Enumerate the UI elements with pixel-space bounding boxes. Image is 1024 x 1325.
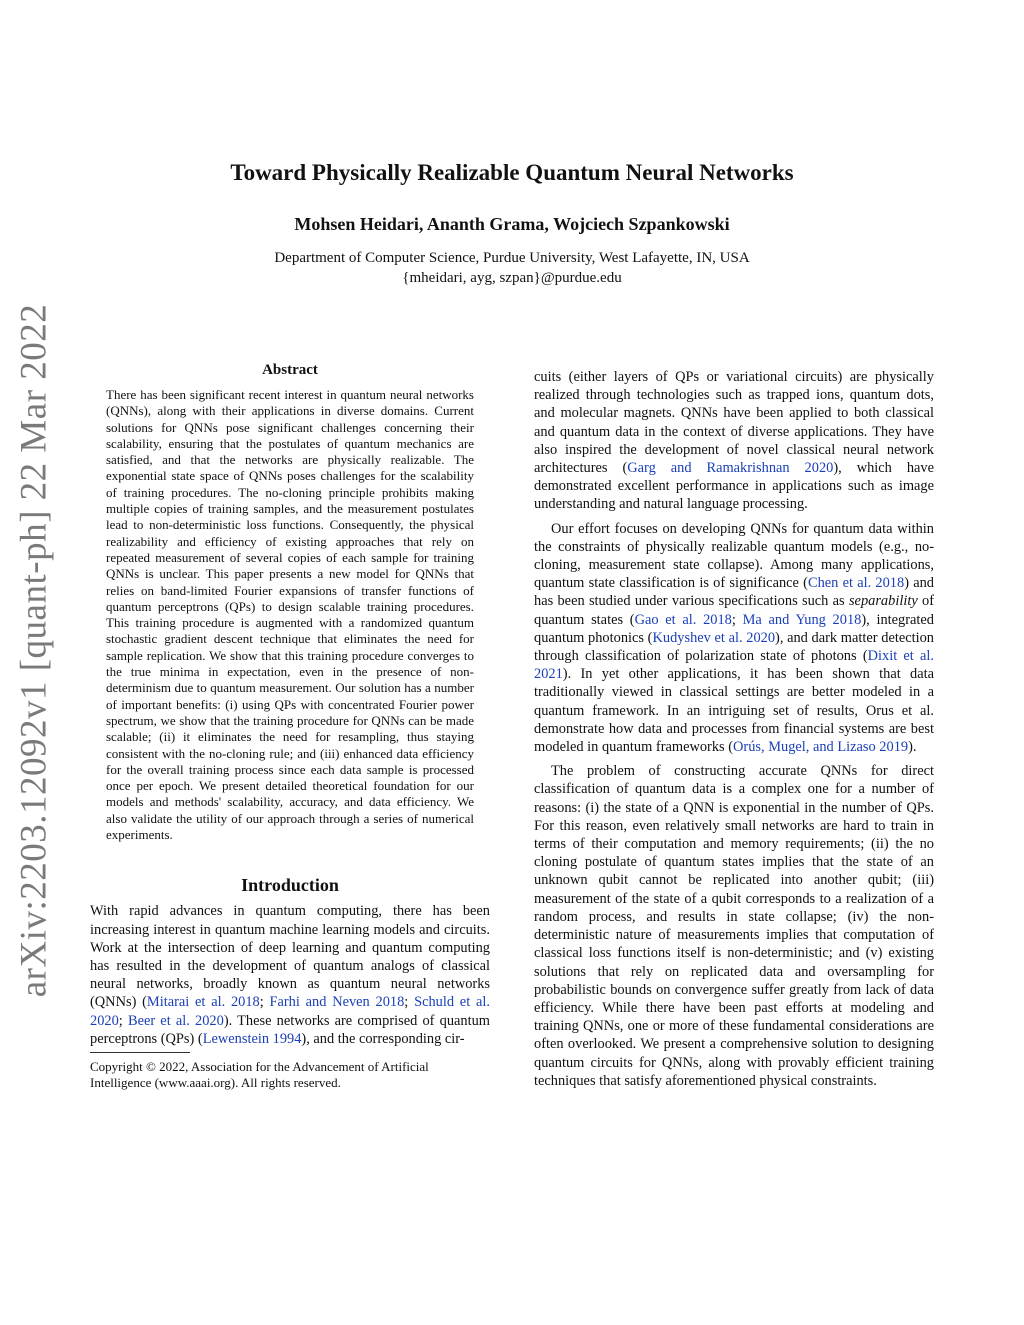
body-paragraph: Our effort focuses on developing QNNs for quantum data within the constraints of physically realizable quantum models (e.g., no-cloning, measurement state collapse). Among many applications, quantum state classification is of significance (Chen et al. 2018) and has been studied under various specifications such as separability of quantum states (Gao et al. 2018; Ma and Yung 2018), integrated quantum photonics (Kudyshev et al. 2020), and dark matter detection through classification of polarization state of photons (Dixit et al. 2021). In yet other applications, it has been shown that data traditionally viewed in classical settings are better modeled in a quantum framework. In an intriguing set of results, Orus et al. demonstrate how data and processes from financial systems are best modeled in quantum frameworks (Orús, Mugel, and Lizaso 2019). (534, 520, 935, 756)
right-column (534, 368, 934, 1090)
citation-link[interactable]: Schuld et al. 2020 (90, 994, 490, 1029)
citation-link[interactable]: Garg and Ramakrishnan 2020 (627, 460, 834, 477)
emphasis: separability (848, 593, 918, 610)
body-paragraph: The problem of constructing accurate QNNs for direct classification of quantum data is a complex one for a number of reasons: (i) the state of a QNN is exponential in the number of QPs. For this reason, even relatively small networks are hard to train in terms of their computation and memory requirements; (ii) the no cloning postulate of quantum states implies that the state of an unknown qubit cannot be replicated into another qubit; (iii) measurement of the state of a qubit corresponds to a realization of a random process, and results in state collapse; (iv) the non-deterministic nature of measurements implies that computation of classical loss functions itself is non-deterministic; and (v) existing solutions that rely on replicated data and oversampling for probabilistic bounds on convergence suffer greatly from lack of data efficiency. While there have been past efforts at modeling and training QNNs, one or more of these fundamental considerations are often overlooked. We present a comprehensive solution to designing quantum circuits for QNNs, along with provably efficient training techniques that satisfy aforementioned physical constraints. (534, 763, 934, 1089)
introduction-heading: Introduction (241, 875, 339, 896)
intro-paragraph: With rapid advances in quantum computing, there has been increasing interest in quantum machine learning models and circuits. Work at the intersection of deep learning and quantum computing has resulted in the development of quantum analogs of classical neural networks, broadly known as quantum neural networks (QNNs) (Mitarai et al. 2018; Farhi and Neven 2018; Schuld et al. 2020; Beer et al. 2020). These networks are comprised of quantum perceptrons (QPs) (Lewenstein 1994), and the corresponding cir- (90, 903, 490, 1047)
citation-link[interactable]: Ma and Yung 2018 (742, 611, 862, 628)
affiliation-block (0, 248, 1024, 288)
citation-link[interactable]: Chen et al. 2018 (807, 575, 905, 592)
footnote-divider (90, 1052, 190, 1053)
paper-title: Toward Physically Realizable Quantum Neural Networks (230, 160, 794, 185)
citation-link[interactable]: Farhi and Neven 2018 (269, 994, 405, 1011)
citation-link[interactable]: Mitarai et al. 2018 (146, 994, 260, 1011)
copyright-footnote: Copyright © 2022, Association for the Advancement of Artificial Intelligence (www.aaai.org). All rights reserved. (90, 1058, 429, 1091)
affiliation: Department of Computer Science, Purdue University, West Lafayette, IN, USA (274, 250, 750, 266)
citation-link[interactable]: Beer et al. 2020 (127, 1012, 224, 1029)
left-column (90, 362, 490, 1092)
author-emails: {mheidari, ayg, szpan}@purdue.edu (402, 270, 622, 286)
body-paragraph: cuits (either layers of QPs or variational circuits) are physically realized through technologies such as trapped ions, quantum dots, and molecular magnets. QNNs have been applied to both classical and quantum data in the context of diverse applications. They have also inspired the development of novel classical neural network architectures (Garg and Ramakrishnan 2020), which have demonstrated excellent performance in applications such as image understanding and natural language processing. (534, 369, 934, 513)
abstract-text: There has been significant recent interest in quantum neural networks (QNNs), along with their applications in diverse domains. Current solutions for QNNs pose significant challenges concerning their scalability, ensuring that the postulates of quantum mechanics are satisfied, and that the networks are physically realizable. The exponential state space of QNNs poses challenges for the scalability of training procedures. The no-cloning principle prohibits making multiple copies of training samples, and the measurement postulates lead to non-deterministic loss functions. Consequently, the physical realizability and efficiency of existing approaches that rely on repeated measurement of several copies of each sample for training QNNs is unclear. This paper presents a new model for QNNs that relies on band-limited Fourier expansions of transfer functions of quantum perceptrons (QPs) to design scalable training procedures. This training procedure is augmented with a randomized quantum stochastic gradient descent technique that eliminates the need for sample replication. We show that this training procedure converges to the true minima in expectation, even in the presence of non-determinism due to quantum measurement. Our solution has a number of important benefits: (i) using QPs with concentrated Fourier power spectrum, we show that the training procedure for QNNs can be made scalable; (ii) it eliminates the need for resampling, thus staying consistent with the no-cloning rule; and (iii) enhanced data efficiency for the overall training process since each data sample is processed once per epoch. We present detailed theoretical foundation for our models and methods' scalability, accuracy, and data efficiency. We also validate the utility of our approach through a series of numerical experiments. (106, 387, 474, 843)
abstract-heading: Abstract (262, 362, 318, 378)
arxiv-stamp (4, 303, 64, 997)
arxiv-identifier: arXiv:2203.12092v1 [quant-ph] 22 Mar 2022 (13, 303, 55, 997)
citation-link[interactable]: Lewenstein 1994 (202, 1030, 302, 1047)
citation-link[interactable]: Kudyshev et al. 2020 (652, 629, 776, 646)
citation-link[interactable]: Dixit et al. 2021 (534, 648, 934, 683)
citation-link[interactable]: Gao et al. 2018 (634, 611, 732, 628)
authors: Mohsen Heidari, Ananth Grama, Wojciech Szpankowski (294, 214, 730, 234)
citation-link[interactable]: Orús, Mugel, and Lizaso 2019 (733, 739, 909, 756)
